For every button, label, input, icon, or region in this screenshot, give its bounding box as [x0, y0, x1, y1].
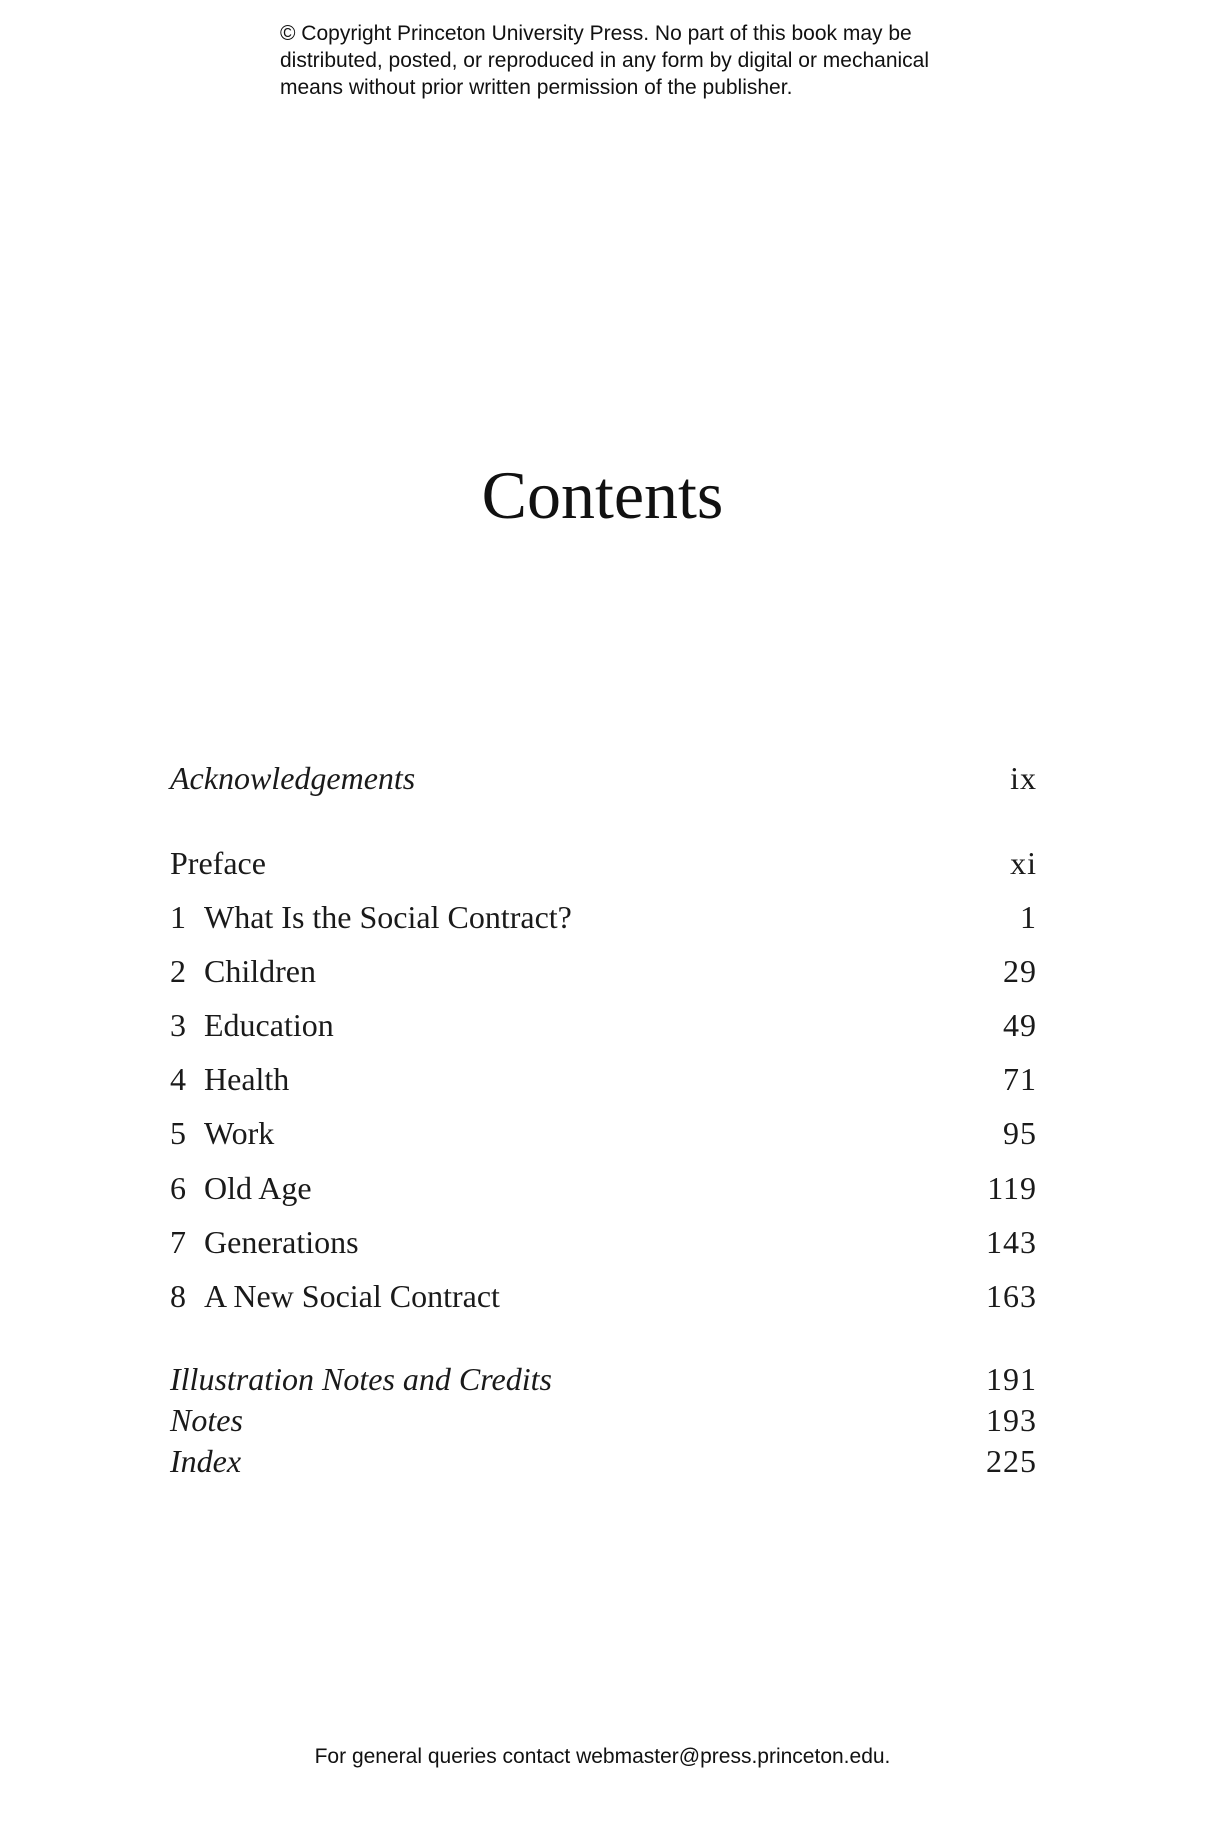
chapter-title: A New Social Contract: [204, 1278, 500, 1314]
toc-entry-page: ix: [1010, 760, 1037, 796]
copyright-line: distributed, posted, or reproduced in any form by digital or mechanical: [280, 49, 930, 72]
toc-chapter-2[interactable]: [170, 951, 1037, 991]
toc-chapter-7[interactable]: [170, 1222, 1037, 1262]
chapter-title: Work: [204, 1115, 275, 1151]
page-title: Contents: [481, 457, 724, 533]
toc-entry-page: 1: [1020, 899, 1037, 935]
chapter-title: Generations: [204, 1224, 359, 1260]
toc-entry-page: 163: [986, 1278, 1037, 1314]
copyright-line: means without prior written permission of the publisher.: [280, 76, 793, 99]
toc-entry-notes[interactable]: [170, 1400, 1037, 1440]
chapter-title: What Is the Social Contract?: [204, 899, 572, 935]
chapter-title: Old Age: [204, 1170, 312, 1206]
chapter-number: 6: [170, 1170, 186, 1206]
toc-entry-page: 143: [986, 1224, 1037, 1260]
toc-entry-page: 49: [1003, 1007, 1037, 1043]
toc-chapter-6[interactable]: [170, 1168, 1037, 1208]
toc-entry-label: Acknowledgements: [170, 760, 416, 796]
toc-entry-page: xi: [1010, 845, 1037, 881]
chapter-number: 5: [170, 1115, 186, 1151]
chapter-title: Education: [204, 1007, 334, 1043]
toc-entry-preface[interactable]: [170, 843, 1037, 883]
toc-entry-page: 71: [1003, 1061, 1037, 1097]
toc-chapter-4[interactable]: [170, 1059, 1037, 1099]
chapter-number: 8: [170, 1278, 186, 1314]
toc-entry-label: Index: [170, 1443, 242, 1479]
chapter-title: Health: [204, 1061, 290, 1097]
toc-entry-acknowledgements[interactable]: [170, 758, 1037, 798]
copyright-line: © Copyright Princeton University Press. No part of this book may be: [280, 22, 912, 45]
copyright-notice: [280, 20, 1040, 101]
toc-entry-page: 191: [986, 1361, 1037, 1397]
toc-entry-page: 29: [1003, 953, 1037, 989]
toc-chapter-1[interactable]: [170, 897, 1037, 937]
toc-entry-illustration-notes[interactable]: [170, 1359, 1037, 1399]
toc-entry-page: 119: [987, 1170, 1037, 1206]
footer-contact: For general queries contact webmaster@press.princeton.edu.: [314, 1745, 891, 1768]
toc-entry-label: Illustration Notes and Credits: [170, 1361, 552, 1397]
chapter-title: Children: [204, 953, 316, 989]
toc-entry-index[interactable]: [170, 1441, 1037, 1481]
toc-entry-page: 193: [986, 1402, 1037, 1438]
toc-chapter-5[interactable]: [170, 1113, 1037, 1153]
toc-entry-page: 95: [1003, 1115, 1037, 1151]
chapter-number: 2: [170, 953, 186, 989]
toc-entry-label: Preface: [170, 845, 266, 881]
toc-entry-page: 225: [986, 1443, 1037, 1479]
chapter-number: 4: [170, 1061, 186, 1097]
chapter-number: 3: [170, 1007, 186, 1043]
toc-entry-label: Notes: [170, 1402, 243, 1438]
toc-chapter-3[interactable]: [170, 1005, 1037, 1045]
chapter-number: 7: [170, 1224, 186, 1260]
toc-chapter-8[interactable]: [170, 1276, 1037, 1316]
chapter-number: 1: [170, 899, 186, 935]
